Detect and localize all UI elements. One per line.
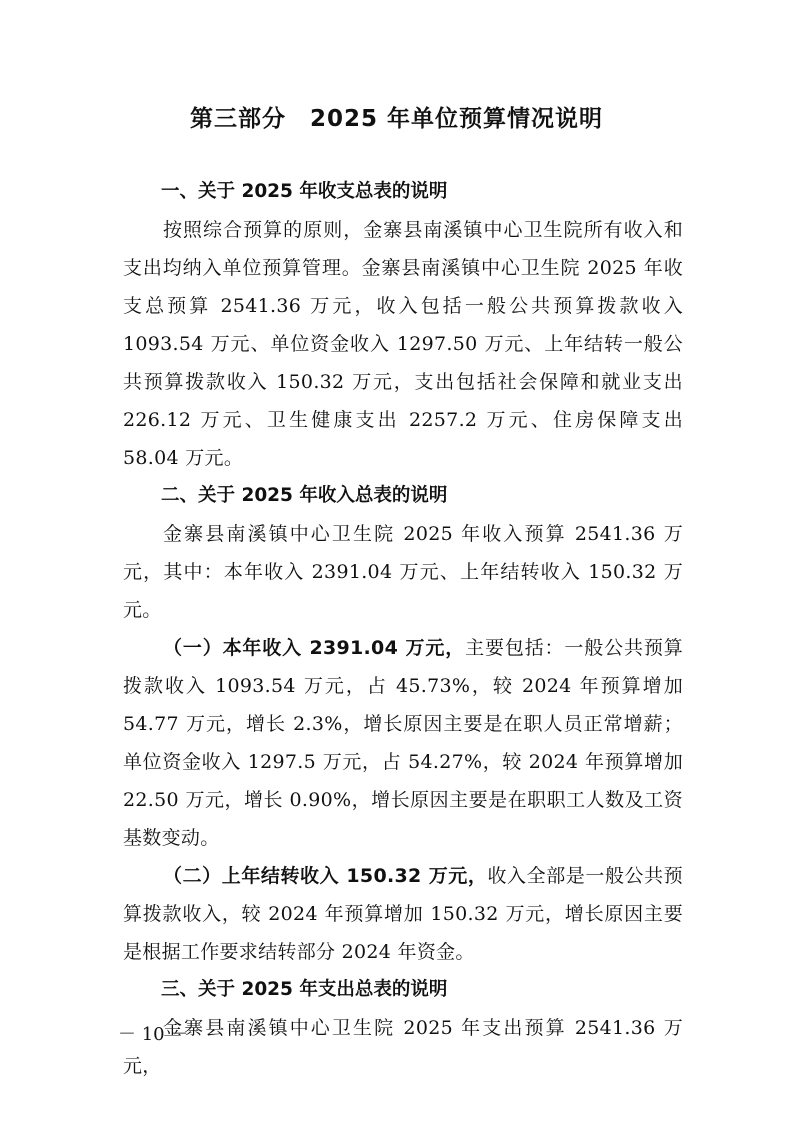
sub-item-lead: （二）上年结转收入 150.32 万元， bbox=[163, 865, 488, 887]
section-heading-2: 二、关于 2025 年收入总表的说明 bbox=[161, 485, 448, 506]
sub-item-text: 收入全部是一般公共预算拨款收入，较 2024 年预算增加 150.32 万元，增长原因主要是根据工作要求结转部分 2024 年资金。 bbox=[123, 865, 683, 963]
sub-item-lead: （一）本年收入 2391.04 万元， bbox=[163, 637, 466, 659]
sub-item-text: 主要包括：一般公共预算拨款收入 1093.54 万元，占 45.73%，较 2024 年预算增加 54.77 万元，增长 2.3%，增长原因主要是在职人员正常增薪；单位资金收入 1297.5 万元，占 54.27%，较 2024 年预算增加 22.50 万元，增长 0.90%，增长原因主要是在职职工人数及工资基数变动。 bbox=[123, 637, 683, 849]
section-paragraph-1: 按照综合预算的原则，金寨县南溪镇中心卫生院所有收入和支出均纳入单位预算管理。金寨县南溪镇中心卫生院 2025 年收支总预算 2541.36 万元，收入包括一般公共预算拨款收入 1093.54 万元、单位资金收入 1297.50 万元、上年结转一般公共预算拨款收入 150.32 万元，支出包括社会保障和就业支出 226.12 万元、卫生健康支出 2257.2 万元、住房保障支出 58.04 万元。 bbox=[123, 219, 683, 469]
sub-item-current-year-income bbox=[123, 629, 683, 857]
section-heading-3: 三、关于 2025 年支出总表的说明 bbox=[161, 979, 448, 1000]
page-title: 第三部分 2025 年单位预算情况说明 bbox=[189, 106, 604, 132]
sub-item-carryover-income bbox=[123, 857, 683, 971]
section-paragraph-2: 金寨县南溪镇中心卫生院 2025 年收入预算 2541.36 万元，其中：本年收入 2391.04 万元、上年结转收入 150.32 万元。 bbox=[123, 523, 683, 621]
section-paragraph-3: 金寨县南溪镇中心卫生院 2025 年支出预算 2541.36 万元， bbox=[123, 1017, 683, 1077]
document-body bbox=[123, 173, 683, 1085]
page-number: － 10 － bbox=[118, 1024, 189, 1045]
section-heading-1: 一、关于 2025 年收支总表的说明 bbox=[161, 181, 448, 202]
